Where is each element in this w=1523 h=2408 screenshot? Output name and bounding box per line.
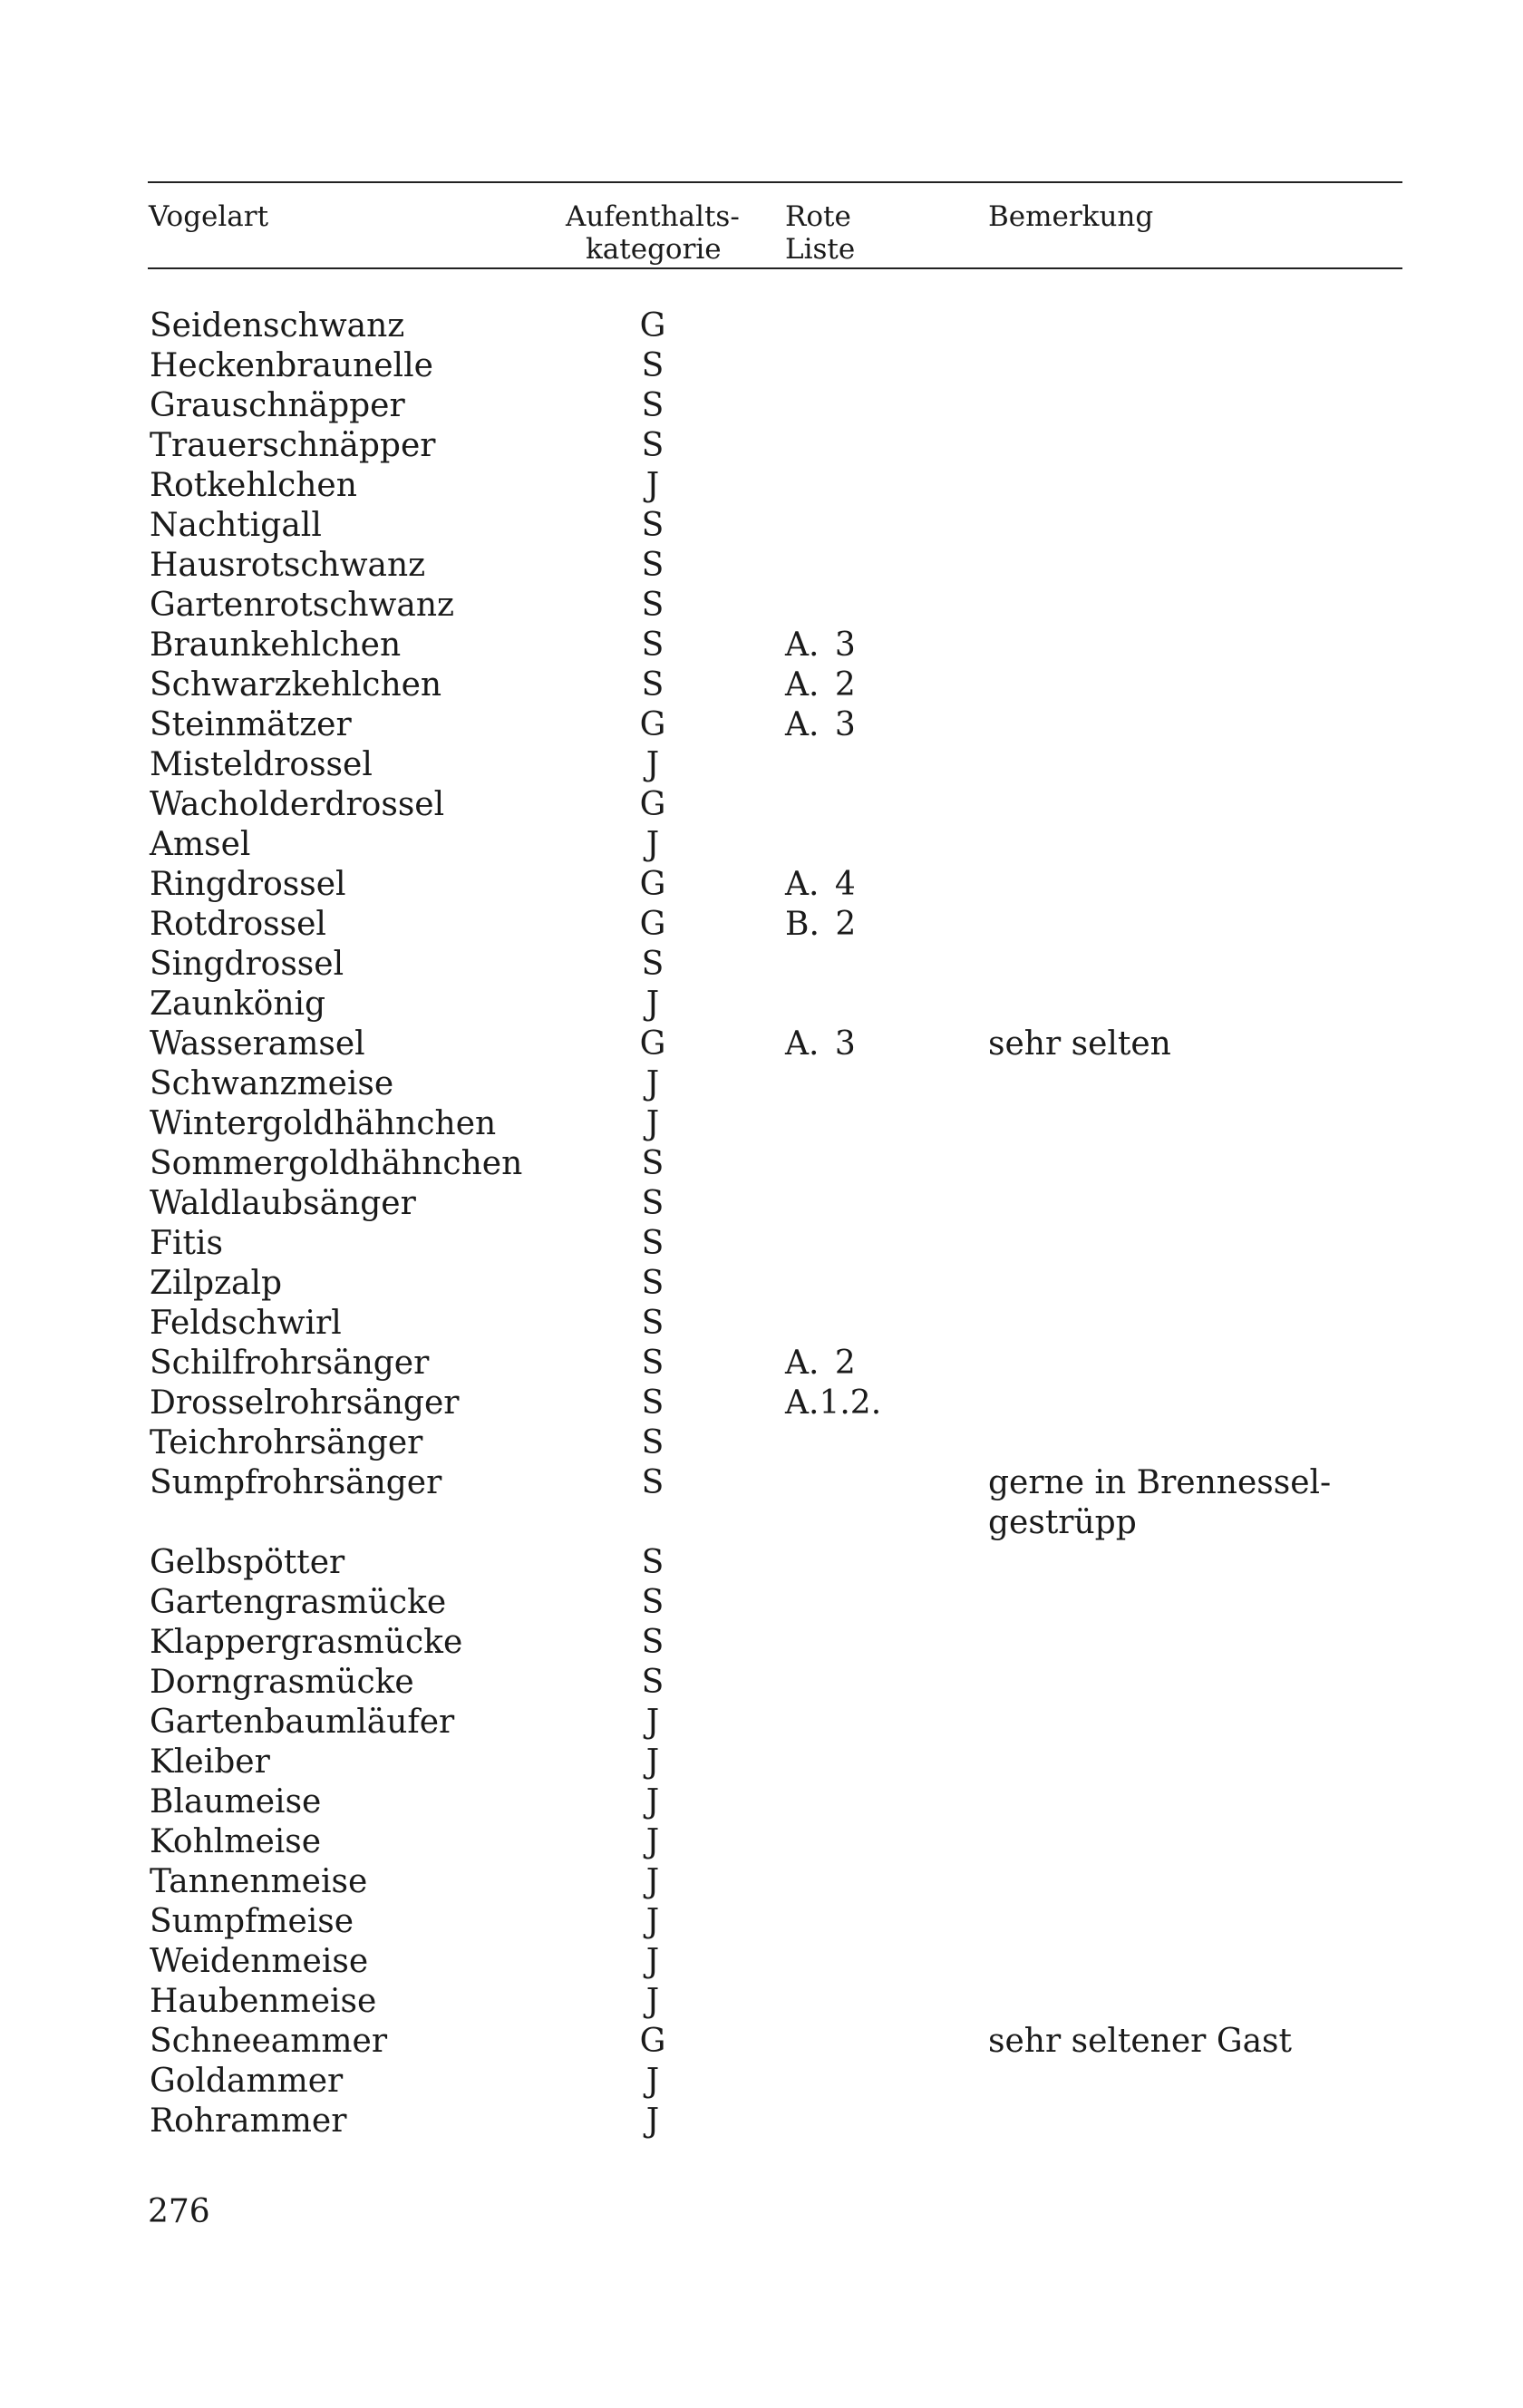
table-row <box>0 1064 1523 1104</box>
table-row <box>0 1942 1523 1982</box>
bird-name: Gartenrotschwanz <box>150 587 454 624</box>
table-row <box>0 1583 1523 1623</box>
table-row <box>0 2022 1523 2062</box>
remark: gerne in Brennessel-gestrüpp <box>988 1464 1332 1541</box>
table-row <box>0 1703 1523 1743</box>
stay-category: S <box>641 1624 664 1661</box>
stay-category: S <box>641 1424 664 1461</box>
red-list-status: A. 4 <box>785 866 856 903</box>
stay-category: J <box>645 1065 660 1102</box>
bird-name: Haubenmeise <box>150 1983 377 2020</box>
bird-name: Schilfrohrsänger <box>150 1345 430 1382</box>
red-list-status: A. 3 <box>785 1025 856 1063</box>
bird-name: Wintergoldhähnchen <box>150 1105 497 1142</box>
bird-name: Teichrohrsänger <box>150 1424 423 1461</box>
stay-category: G <box>639 307 666 345</box>
table-row <box>0 945 1523 985</box>
stay-category: J <box>645 467 660 504</box>
table-row <box>0 546 1523 586</box>
table-row <box>0 626 1523 665</box>
stay-category: G <box>639 866 666 903</box>
table-row <box>0 1862 1523 1902</box>
stay-category: S <box>641 1384 664 1422</box>
bird-name: Wacholderdrossel <box>150 786 445 823</box>
bird-name: Goldammer <box>150 2063 344 2100</box>
stay-category: J <box>645 2063 660 2100</box>
bird-name: Zilpzalp <box>150 1265 283 1302</box>
header-bemerkung: Bemerkung <box>988 200 1154 233</box>
table-row <box>0 506 1523 546</box>
table-row <box>0 586 1523 626</box>
stay-category: J <box>645 1783 660 1821</box>
red-list-status: A.1.2. <box>785 1384 882 1422</box>
table-row <box>0 1344 1523 1384</box>
stay-category: J <box>645 2102 660 2140</box>
table-row <box>0 1623 1523 1663</box>
bird-name: Klappergrasmücke <box>150 1624 463 1661</box>
header-rote-line1: Rote <box>785 200 851 233</box>
stay-category: S <box>641 1225 664 1262</box>
table-row <box>0 985 1523 1024</box>
header-vogelart: Vogelart <box>149 200 269 233</box>
stay-category: S <box>641 1185 664 1222</box>
bird-name: Gartenbaumläufer <box>150 1704 455 1741</box>
stay-category: J <box>645 826 660 863</box>
bird-name: Misteldrossel <box>150 746 373 783</box>
table-row <box>0 1184 1523 1224</box>
bird-name: Sumpfrohrsänger <box>150 1464 442 1501</box>
bird-name: Wasseramsel <box>150 1025 365 1063</box>
bird-name: Rohrammer <box>150 2102 347 2140</box>
red-list-status: A. 2 <box>785 1345 856 1382</box>
table-row <box>0 1304 1523 1344</box>
table-row <box>0 825 1523 865</box>
stay-category: G <box>639 2023 666 2060</box>
bird-name: Fitis <box>150 1225 223 1262</box>
bird-name: Trauerschnäpper <box>150 427 436 464</box>
table-row <box>0 466 1523 506</box>
stay-category: J <box>645 1903 660 1940</box>
stay-category: J <box>645 1823 660 1860</box>
table-row <box>0 1463 1523 1543</box>
bird-name: Gartengrasmücke <box>150 1584 447 1621</box>
table-row <box>0 426 1523 466</box>
header-aufenthaltskategorie <box>566 200 747 266</box>
bird-name: Schwanzmeise <box>150 1065 394 1102</box>
bird-name: Gelbspötter <box>150 1544 345 1581</box>
table-row <box>0 1982 1523 2022</box>
bird-name: Nachtigall <box>150 507 322 544</box>
stay-category: S <box>641 1544 664 1581</box>
bird-name: Heckenbraunelle <box>150 347 433 384</box>
stay-category: S <box>641 1265 664 1302</box>
stay-category: S <box>641 547 664 584</box>
stay-category: G <box>639 1025 666 1063</box>
table-row <box>0 665 1523 705</box>
bird-name: Kleiber <box>150 1743 270 1781</box>
stay-category: G <box>639 706 666 743</box>
bird-name: Sommergoldhähnchen <box>150 1145 523 1182</box>
table-row <box>0 1822 1523 1862</box>
bird-name: Steinmätzer <box>150 706 352 743</box>
bird-name: Rotdrossel <box>150 906 326 943</box>
bird-name: Schneeammer <box>150 2023 388 2060</box>
stay-category: S <box>641 1145 664 1182</box>
stay-category: J <box>645 1105 660 1142</box>
table-row <box>0 386 1523 426</box>
header-aufenthalt-line1: Aufenthalts- <box>566 200 740 233</box>
stay-category: S <box>641 1305 664 1342</box>
header-aufenthalt-line2: kategorie <box>586 233 722 266</box>
table-row <box>0 306 1523 346</box>
stay-category: S <box>641 1664 664 1701</box>
table-row <box>0 1104 1523 1144</box>
red-list-status: A. 3 <box>785 626 856 664</box>
table-row <box>0 1264 1523 1304</box>
bird-name: Braunkehlchen <box>150 626 402 664</box>
stay-category: S <box>641 587 664 624</box>
bird-name: Hausrotschwanz <box>150 547 426 584</box>
remark: sehr seltener Gast <box>988 2023 1292 2060</box>
table-row <box>0 1224 1523 1264</box>
stay-category: S <box>641 1584 664 1621</box>
red-list-status: A. 2 <box>785 666 856 704</box>
bird-name: Zaunkönig <box>150 986 326 1023</box>
stay-category: J <box>645 1743 660 1781</box>
stay-category: S <box>641 347 664 384</box>
bird-name: Kohlmeise <box>150 1823 322 1860</box>
table-row <box>0 2102 1523 2141</box>
stay-category: S <box>641 666 664 704</box>
stay-category: J <box>645 1943 660 1980</box>
stay-category: S <box>641 946 664 983</box>
bird-name: Weidenmeise <box>150 1943 369 1980</box>
bird-name: Drosselrohrsänger <box>150 1384 460 1422</box>
red-list-status: A. 3 <box>785 706 856 743</box>
header-rote-line2: Liste <box>785 233 856 266</box>
table-row <box>0 2062 1523 2102</box>
table-row <box>0 1902 1523 1942</box>
stay-category: J <box>645 746 660 783</box>
table-row <box>0 1743 1523 1782</box>
table-top-rule <box>148 181 1402 183</box>
table-row <box>0 705 1523 745</box>
stay-category: J <box>645 1704 660 1741</box>
bird-name: Feldschwirl <box>150 1305 342 1342</box>
table-row <box>0 865 1523 905</box>
stay-category: S <box>641 626 664 664</box>
stay-category: S <box>641 507 664 544</box>
stay-category: S <box>641 427 664 464</box>
stay-category: J <box>645 986 660 1023</box>
stay-category: G <box>639 786 666 823</box>
bird-name: Sumpfmeise <box>150 1903 354 1940</box>
stay-category: S <box>641 387 664 424</box>
stay-category: S <box>641 1345 664 1382</box>
stay-category: G <box>639 906 666 943</box>
table-body <box>0 306 1523 2141</box>
stay-category: J <box>645 1983 660 2020</box>
table-row <box>0 1663 1523 1703</box>
bird-name: Ringdrossel <box>150 866 346 903</box>
table-row <box>0 1423 1523 1463</box>
bird-name: Amsel <box>150 826 251 863</box>
page-number: 276 <box>148 2193 210 2230</box>
bird-name: Grauschnäpper <box>150 387 405 424</box>
bird-name: Tannenmeise <box>150 1863 368 1900</box>
bird-name: Dorngrasmücke <box>150 1664 414 1701</box>
bird-name: Singdrossel <box>150 946 344 983</box>
table-row <box>0 1384 1523 1423</box>
header-rote-liste <box>785 200 855 266</box>
table-row <box>0 1144 1523 1184</box>
table-row <box>0 1024 1523 1064</box>
bird-name: Rotkehlchen <box>150 467 357 504</box>
table-row <box>0 346 1523 386</box>
table-row <box>0 1543 1523 1583</box>
bird-name: Blaumeise <box>150 1783 322 1821</box>
table-row <box>0 745 1523 785</box>
remark: sehr selten <box>988 1025 1171 1063</box>
stay-category: S <box>641 1464 664 1501</box>
table-header-rule <box>148 267 1402 269</box>
table-row <box>0 905 1523 945</box>
bird-name: Waldlaubsänger <box>150 1185 416 1222</box>
bird-name: Schwarzkehlchen <box>150 666 442 704</box>
table-row <box>0 785 1523 825</box>
stay-category: J <box>645 1863 660 1900</box>
table-row <box>0 1782 1523 1822</box>
red-list-status: B. 2 <box>785 906 857 943</box>
bird-name: Seidenschwanz <box>150 307 405 345</box>
